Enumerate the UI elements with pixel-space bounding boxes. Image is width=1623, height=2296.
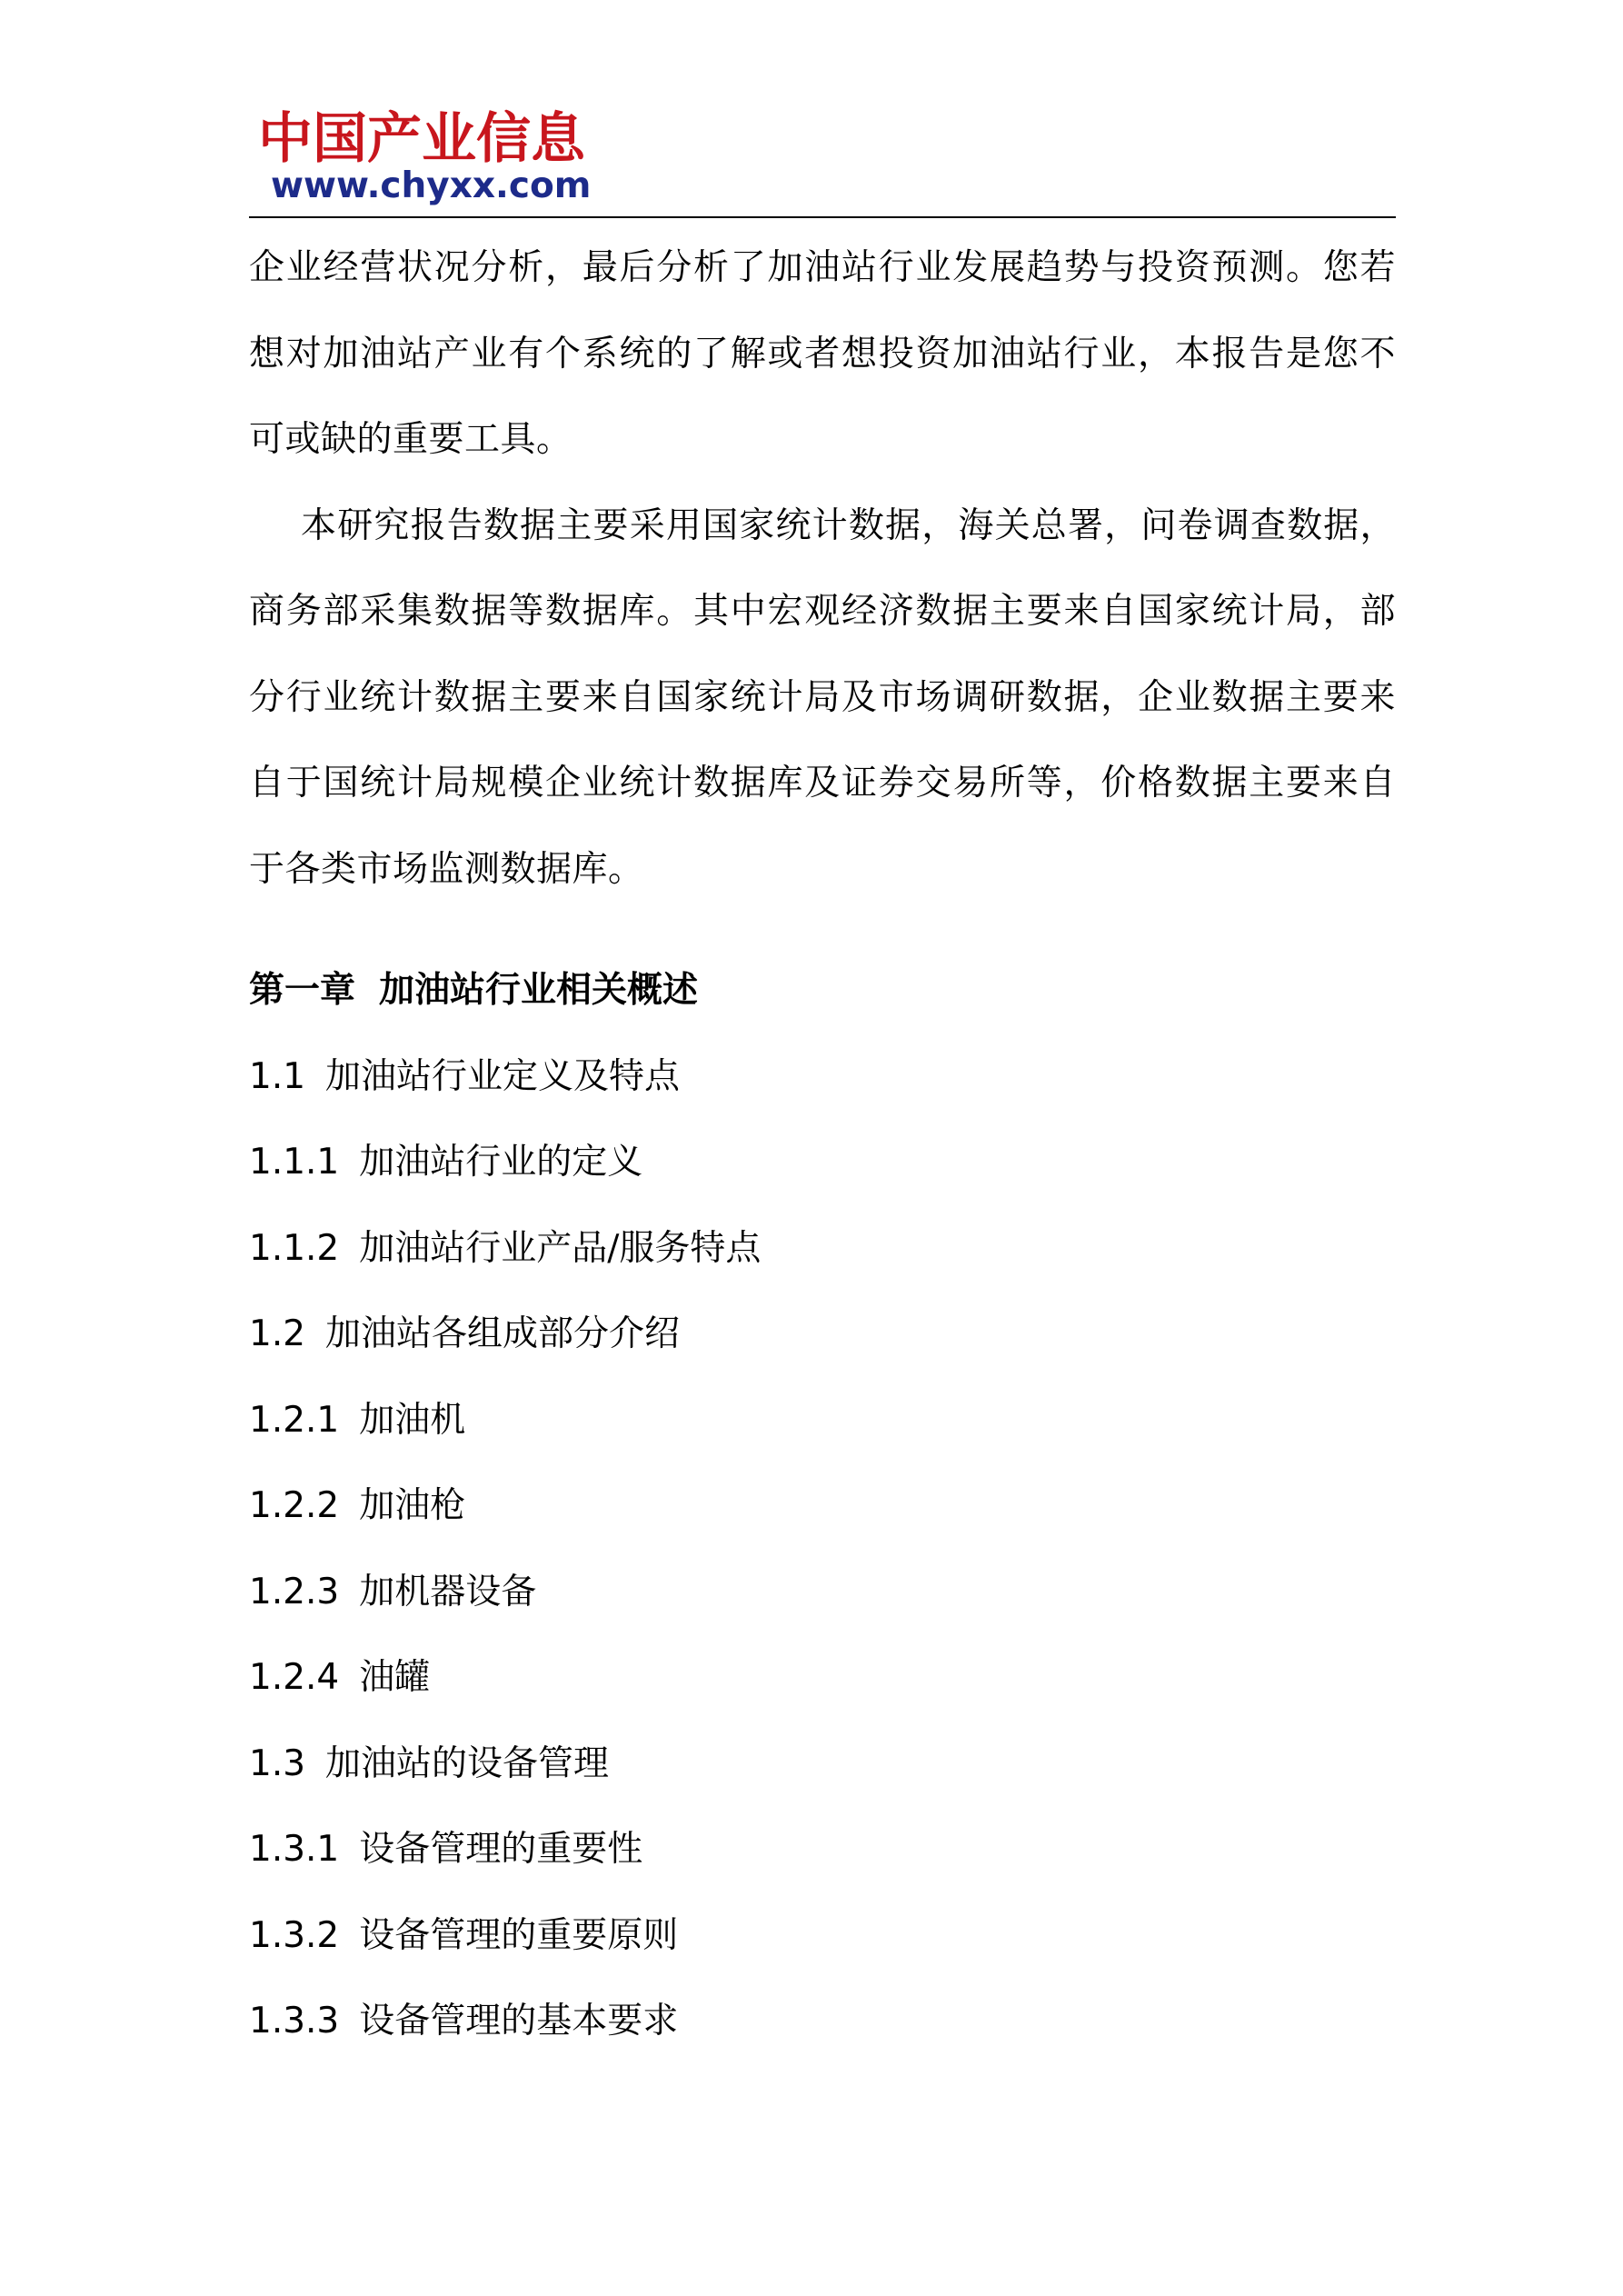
chapter-heading: [249, 948, 1396, 1034]
toc-item: [249, 1550, 1396, 1636]
toc-item: [249, 1722, 1396, 1808]
toc-item: [249, 1635, 1396, 1722]
document-body: [249, 225, 1396, 2065]
toc-item-title: 加油站行业的定义: [359, 1142, 643, 1183]
logo-chinese-text: 中国产业信息: [258, 107, 585, 171]
toc-item-number: 1.3.3: [249, 2001, 340, 2041]
toc-item: [249, 1893, 1396, 1980]
chapter-title: 加油站行业相关概述: [379, 970, 699, 1011]
header-divider: [249, 216, 1396, 218]
chapter-number: 第一章: [249, 970, 356, 1011]
toc-item: [249, 1979, 1396, 2065]
paragraph-data-sources: 本研究报告数据主要采用国家统计数据，海关总署，问卷调查数据，商务部采集数据等数据库。其中宏观经济数据主要来自国家统计局，部分行业统计数据主要来自国家统计局及市场调研数据，企业数据主要来自于国统计局规模企业统计数据库及证券交易所等，价格数据主要来自于各类市场监测数据库。: [249, 504, 1396, 890]
toc-item: [249, 1120, 1396, 1206]
logo-url-text: www.chyxx.com: [271, 165, 592, 206]
toc-item-number: 1.2.3: [249, 1571, 340, 1612]
toc-item-number: 1.2.1: [249, 1399, 340, 1441]
toc-item-title: 设备管理的重要原则: [359, 1914, 679, 1956]
toc-item: [249, 1463, 1396, 1550]
toc-item-number: 1.1.2: [249, 1227, 340, 1269]
toc-item-number: 1.3.2: [249, 1914, 340, 1956]
toc-item-title: 设备管理的基本要求: [359, 2001, 679, 2041]
toc-item: [249, 1206, 1396, 1293]
toc-item-title: 加油机: [359, 1399, 466, 1441]
toc-item-number: 1.3: [249, 1742, 306, 1784]
toc-item: [249, 1034, 1396, 1121]
toc-item-title: 油罐: [359, 1657, 431, 1698]
toc-item-title: 加机器设备: [359, 1571, 537, 1612]
toc-item-title: 设备管理的重要性: [359, 1829, 643, 1870]
toc-item-title: 加油站各组成部分介绍: [325, 1313, 681, 1354]
toc-item-title: 加油站行业定义及特点: [325, 1055, 681, 1097]
toc-item-title: 加油枪: [359, 1485, 466, 1526]
toc-item-number: 1.2: [249, 1313, 306, 1354]
toc-item-number: 1.2.2: [249, 1485, 340, 1526]
toc-item: [249, 1378, 1396, 1464]
toc-list: [249, 1034, 1396, 2065]
toc-item-number: 1.1: [249, 1055, 306, 1097]
toc-item: [249, 1807, 1396, 1893]
site-logo: [249, 89, 612, 215]
toc-item-title: 加油站的设备管理: [325, 1742, 610, 1784]
toc-item-number: 1.3.1: [249, 1829, 340, 1870]
paragraph-intro-continued: 企业经营状况分析，最后分析了加油站行业发展趋势与投资预测。您若想对加油站产业有个系统的了解或者想投资加油站行业，本报告是您不可或缺的重要工具。: [249, 247, 1396, 460]
toc-item-title: 加油站行业产品/服务特点: [359, 1227, 762, 1269]
toc-item-number: 1.1.1: [249, 1142, 340, 1183]
toc-item-number: 1.2.4: [249, 1657, 340, 1698]
toc-item: [249, 1292, 1396, 1378]
